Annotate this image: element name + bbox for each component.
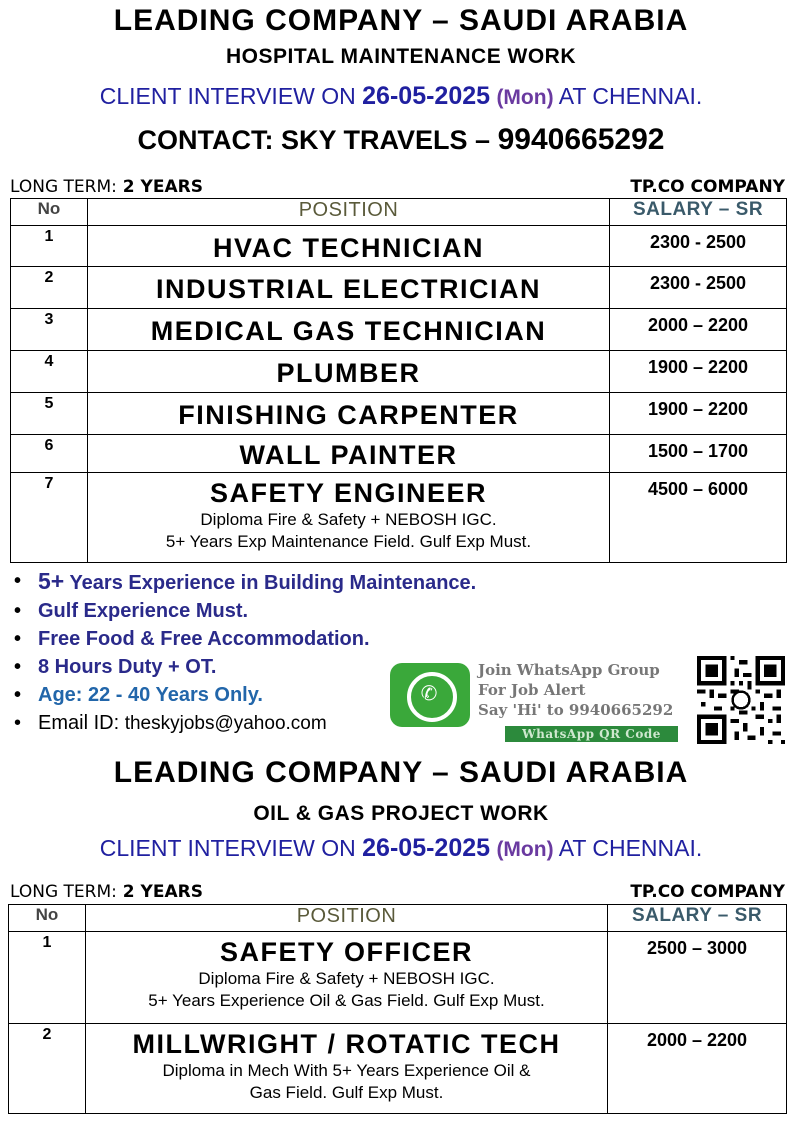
- contact-phone: 9940665292: [497, 123, 665, 156]
- whatsapp-text: [478, 660, 673, 720]
- whatsapp-line3: Say 'Hi' to 9940665292: [478, 701, 674, 719]
- contact-line: [0, 123, 802, 157]
- row-no: 2: [9, 1024, 86, 1114]
- row-no: 6: [11, 435, 88, 473]
- contact-label: CONTACT: SKY TRAVELS –: [137, 125, 491, 155]
- header-position: POSITION: [86, 905, 608, 932]
- section1-title: LEADING COMPANY – SAUDI ARABIA: [113, 4, 689, 37]
- gulf-text: Gulf Experience Must.: [38, 600, 249, 622]
- experience-text: Years Experience in Building Maintenance.: [69, 572, 477, 594]
- food-text: Free Food & Free Accommodation.: [38, 628, 370, 650]
- row-position: [88, 351, 610, 393]
- row-salary: 2000 – 2200: [608, 1024, 787, 1114]
- table-row: [11, 226, 787, 267]
- header-salary: SALARY – SR: [608, 905, 787, 932]
- table-row: [11, 473, 787, 563]
- row-salary: 1900 – 2200: [610, 351, 787, 393]
- row-salary: 1500 – 1700: [610, 435, 787, 473]
- list-item: [10, 597, 476, 625]
- header-no: No: [9, 905, 86, 932]
- whatsapp-line1: Join WhatsApp Group: [478, 661, 660, 679]
- duty-text: 8 Hours Duty + OT.: [38, 656, 217, 678]
- table-row: [11, 309, 787, 351]
- position-desc: Diploma in Mech With 5+ Years Experience Oil &: [162, 1061, 531, 1080]
- row-position: [88, 473, 610, 563]
- row-salary: 2000 – 2200: [610, 309, 787, 351]
- section2-long-term: [10, 882, 203, 902]
- interview-prefix: CLIENT INTERVIEW ON: [99, 835, 356, 861]
- row-position: [88, 309, 610, 351]
- position-title: INDUSTRIAL ELECTRICIAN: [155, 274, 541, 304]
- interview-prefix: CLIENT INTERVIEW ON: [99, 83, 356, 109]
- row-no: 7: [11, 473, 88, 563]
- whatsapp-qr-bar: WhatsApp QR Code: [505, 726, 678, 742]
- section2-company: TP.CO COMPANY: [630, 882, 785, 902]
- row-no: 3: [11, 309, 88, 351]
- position-desc: Gas Field. Gulf Exp Must.: [249, 1083, 444, 1102]
- row-salary: 2500 – 3000: [608, 932, 787, 1024]
- row-no: 1: [9, 932, 86, 1024]
- long-term-value: 2 YEARS: [122, 177, 203, 197]
- row-position: [88, 267, 610, 309]
- header-salary: SALARY – SR: [610, 199, 787, 226]
- section2-subtitle: OIL & GAS PROJECT WORK: [253, 802, 549, 825]
- table-row: [11, 435, 787, 473]
- header-no: No: [11, 199, 88, 226]
- long-term-value: 2 YEARS: [122, 882, 203, 902]
- row-no: 4: [11, 351, 88, 393]
- whatsapp-line2: For Job Alert: [478, 681, 586, 699]
- interview-day: (Mon): [496, 86, 554, 109]
- table-row: [11, 393, 787, 435]
- interview-date: 26-05-2025: [362, 834, 491, 862]
- interview-suffix: AT CHENNAI.: [558, 83, 703, 109]
- table-row: [11, 351, 787, 393]
- row-salary: 2300 - 2500: [610, 226, 787, 267]
- position-title: HVAC TECHNICIAN: [213, 233, 484, 263]
- row-no: 2: [11, 267, 88, 309]
- table-header-row: [9, 905, 787, 932]
- interview-day: (Mon): [496, 838, 554, 861]
- long-term-label: LONG TERM:: [10, 177, 117, 197]
- row-position: [86, 1024, 608, 1114]
- long-term-label: LONG TERM:: [10, 882, 117, 902]
- table-row: [9, 932, 787, 1024]
- position-title: WALL PAINTER: [239, 440, 458, 470]
- section2-title: LEADING COMPANY – SAUDI ARABIA: [113, 756, 689, 789]
- email-label: Email ID:: [38, 712, 120, 734]
- experience-years: 5+: [38, 568, 65, 594]
- position-title: FINISHING CARPENTER: [178, 400, 519, 430]
- section2-interview: [0, 834, 802, 863]
- row-position: [88, 393, 610, 435]
- position-title: MEDICAL GAS TECHNICIAN: [150, 316, 547, 346]
- header-position: POSITION: [88, 199, 610, 226]
- position-desc: Diploma Fire & Safety + NEBOSH IGC.: [200, 510, 497, 529]
- whatsapp-logo-icon: ✆: [390, 663, 470, 727]
- position-title: SAFETY ENGINEER: [209, 478, 488, 508]
- table-row: [9, 1024, 787, 1114]
- position-title: MILLWRIGHT / ROTATIC TECH: [132, 1029, 561, 1059]
- email-link[interactable]: theskyjobs@yahoo.com: [124, 713, 327, 734]
- row-salary: 4500 – 6000: [610, 473, 787, 563]
- row-no: 1: [11, 226, 88, 267]
- section1-interview: [0, 82, 802, 111]
- position-desc: Diploma Fire & Safety + NEBOSH IGC.: [198, 969, 495, 988]
- section1-subtitle: HOSPITAL MAINTENANCE WORK: [225, 45, 577, 68]
- position-desc: 5+ Years Exp Maintenance Field. Gulf Exp Must.: [165, 532, 532, 551]
- table-header-row: [11, 199, 787, 226]
- qr-code-icon[interactable]: [697, 656, 785, 744]
- row-position: [88, 435, 610, 473]
- position-title: PLUMBER: [276, 358, 421, 388]
- row-salary: 2300 - 2500: [610, 267, 787, 309]
- position-title: SAFETY OFFICER: [219, 937, 474, 967]
- table-row: [11, 267, 787, 309]
- section1-company: TP.CO COMPANY: [630, 177, 785, 197]
- section2-jobs-table: [8, 904, 787, 1114]
- list-item: [10, 625, 476, 653]
- whatsapp-banner[interactable]: [390, 660, 678, 740]
- section1-long-term: [10, 177, 203, 197]
- position-desc: 5+ Years Experience Oil & Gas Field. Gulf Exp Must.: [148, 991, 545, 1010]
- section1-jobs-table: [10, 198, 787, 563]
- row-salary: 1900 – 2200: [610, 393, 787, 435]
- row-position: [86, 932, 608, 1024]
- age-text: Age: 22 - 40 Years Only.: [38, 684, 263, 706]
- row-position: [88, 226, 610, 267]
- row-no: 5: [11, 393, 88, 435]
- interview-suffix: AT CHENNAI.: [558, 835, 703, 861]
- interview-date: 26-05-2025: [362, 82, 491, 110]
- list-item: [10, 567, 476, 597]
